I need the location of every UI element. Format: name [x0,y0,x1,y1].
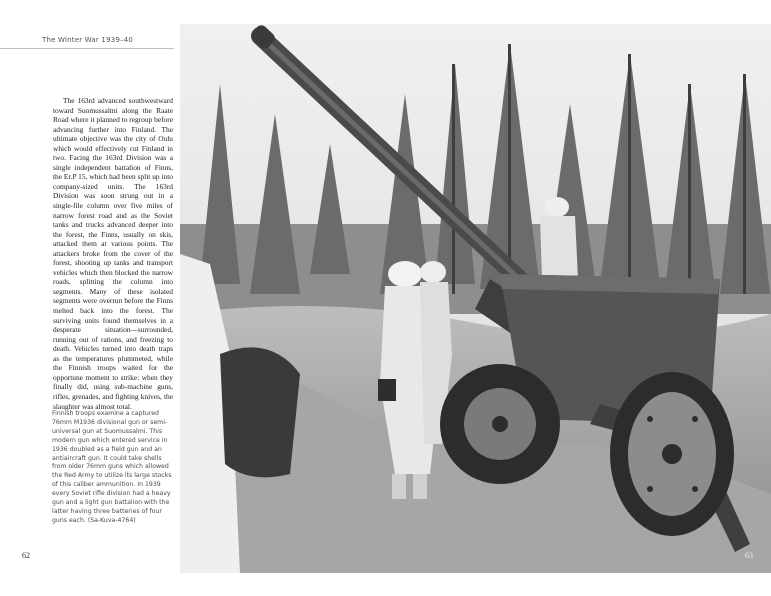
debris [220,347,300,477]
page-number-right: 63 [745,551,753,560]
body-text: The 163rd advanced southwestward toward Suomussalmi along the Raate Road where it planned to regroup before advancing further into Finland. The ultimate objective was the city of Oulu which would effectively cut Finland in two. Facing the 163rd Division was a single independent battalion of Finns, the Er.P 15, which had been split up into company-sized units. The 163rd Division was soon strung out in a single-file column over five miles of narrow forest road and as the Soviet tanks and trucks advanced deeper into the forest, the Finns, usually on skis, attacked them at various points. The attackers broke from the cover of the forest, shooting up tanks and transport vehicles which then blocked the narrow roads, splitting the column into segments. Many of these isolated segments were overrun before the Finns melted back into the forest. The surviving units found themselves in a desperate situation—surrounded, running out of rations, and freezing to death. Vehicles turned into death traps as the temperatures plummeted, while the Finnish troops waited for the opportune moment to strike: when they finally did, using sub-machine guns, rifles, grenades, and fighting knives, the slaughter was almost total. [53,96,173,411]
running-head: The Winter War 1939–40 [42,36,134,44]
photo-caption: Finnish troops examine a captured 76mm M1936 divisional gun or semi-universal gun at Suomussalmi. This modern gun which entered service in 1936 doubled as a field gun and an antiaircraft gun. It could take shells from older 76mm guns which allowed the Red Army to utilize its large stocks of this caliber ammunition. In 1939 every Soviet rifle division had a heavy gun and a light gun battalion with the latter having three batteries of four guns each. (Sa-Kuva-4764) [52,410,172,524]
page-number-left: 62 [22,551,30,560]
photo-illustration [180,24,771,573]
archival-photograph [180,24,771,573]
header-rule [0,48,174,49]
left-page [0,0,180,596]
